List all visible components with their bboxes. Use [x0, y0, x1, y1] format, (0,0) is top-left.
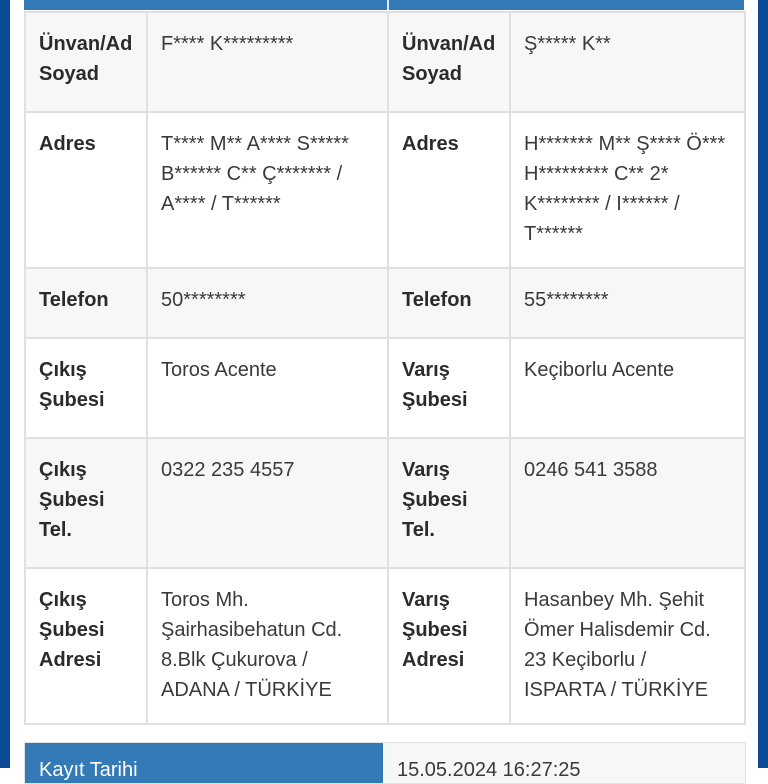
departure-branch-phone-value: 0322 235 4557 [147, 438, 388, 568]
departure-branch-address-value: Toros Mh. Şairhasibehatun Cd. 8.Blk Çukurova / ADANA / TÜRKİYE [147, 568, 388, 724]
receiver-phone-label: Telefon [388, 268, 510, 338]
sender-address-value: T**** M** A**** S***** B****** C** Ç******* / A**** / T****** [147, 112, 388, 268]
table-row-address [25, 112, 745, 268]
receiver-phone-value: 55******** [510, 268, 745, 338]
table-row-name [25, 12, 745, 112]
table-row-phone [25, 268, 745, 338]
record-date-label: Kayıt Tarihi [25, 743, 383, 783]
arrival-branch-address-value: Hasanbey Mh. Şehit Ömer Halisdemir Cd. 23 Keçiborlu / ISPARTA / TÜRKİYE [510, 568, 745, 724]
sender-receiver-table [24, 11, 746, 725]
arrival-branch-label: Varış Şubesi [388, 338, 510, 438]
table-header-bar [24, 0, 744, 10]
arrival-branch-phone-value: 0246 541 3588 [510, 438, 745, 568]
sender-phone-label: Telefon [25, 268, 147, 338]
arrival-branch-value: Keçiborlu Acente [510, 338, 745, 438]
departure-branch-address-label: Çıkış Şubesi Adresi [25, 568, 147, 724]
shipment-details [24, 0, 744, 725]
table-row-branch [25, 338, 745, 438]
sender-name-value: F**** K********* [147, 12, 388, 112]
page-frame-right [758, 0, 768, 768]
sender-address-label: Adres [25, 112, 147, 268]
departure-branch-value: Toros Acente [147, 338, 388, 438]
receiver-name-value: Ş***** K** [510, 12, 745, 112]
departure-branch-label: Çıkış Şubesi [25, 338, 147, 438]
sender-name-label: Ünvan/Ad Soyad [25, 12, 147, 112]
receiver-address-label: Adres [388, 112, 510, 268]
receiver-header [389, 0, 744, 10]
record-date-value: 15.05.2024 16:27:25 [383, 743, 745, 783]
receiver-name-label: Ünvan/Ad Soyad [388, 12, 510, 112]
arrival-branch-address-label: Varış Şubesi Adresi [388, 568, 510, 724]
sender-header [24, 0, 387, 10]
table-row-branch-address [25, 568, 745, 724]
table-row-branch-phone [25, 438, 745, 568]
departure-branch-phone-label: Çıkış Şubesi Tel. [25, 438, 147, 568]
page-frame-left [0, 0, 10, 768]
arrival-branch-phone-label: Varış Şubesi Tel. [388, 438, 510, 568]
sender-phone-value: 50******** [147, 268, 388, 338]
receiver-address-value: H******* M** Ş**** Ö*** H********* C** 2* K******** / I****** / T****** [510, 112, 745, 268]
record-date-row [24, 742, 746, 784]
